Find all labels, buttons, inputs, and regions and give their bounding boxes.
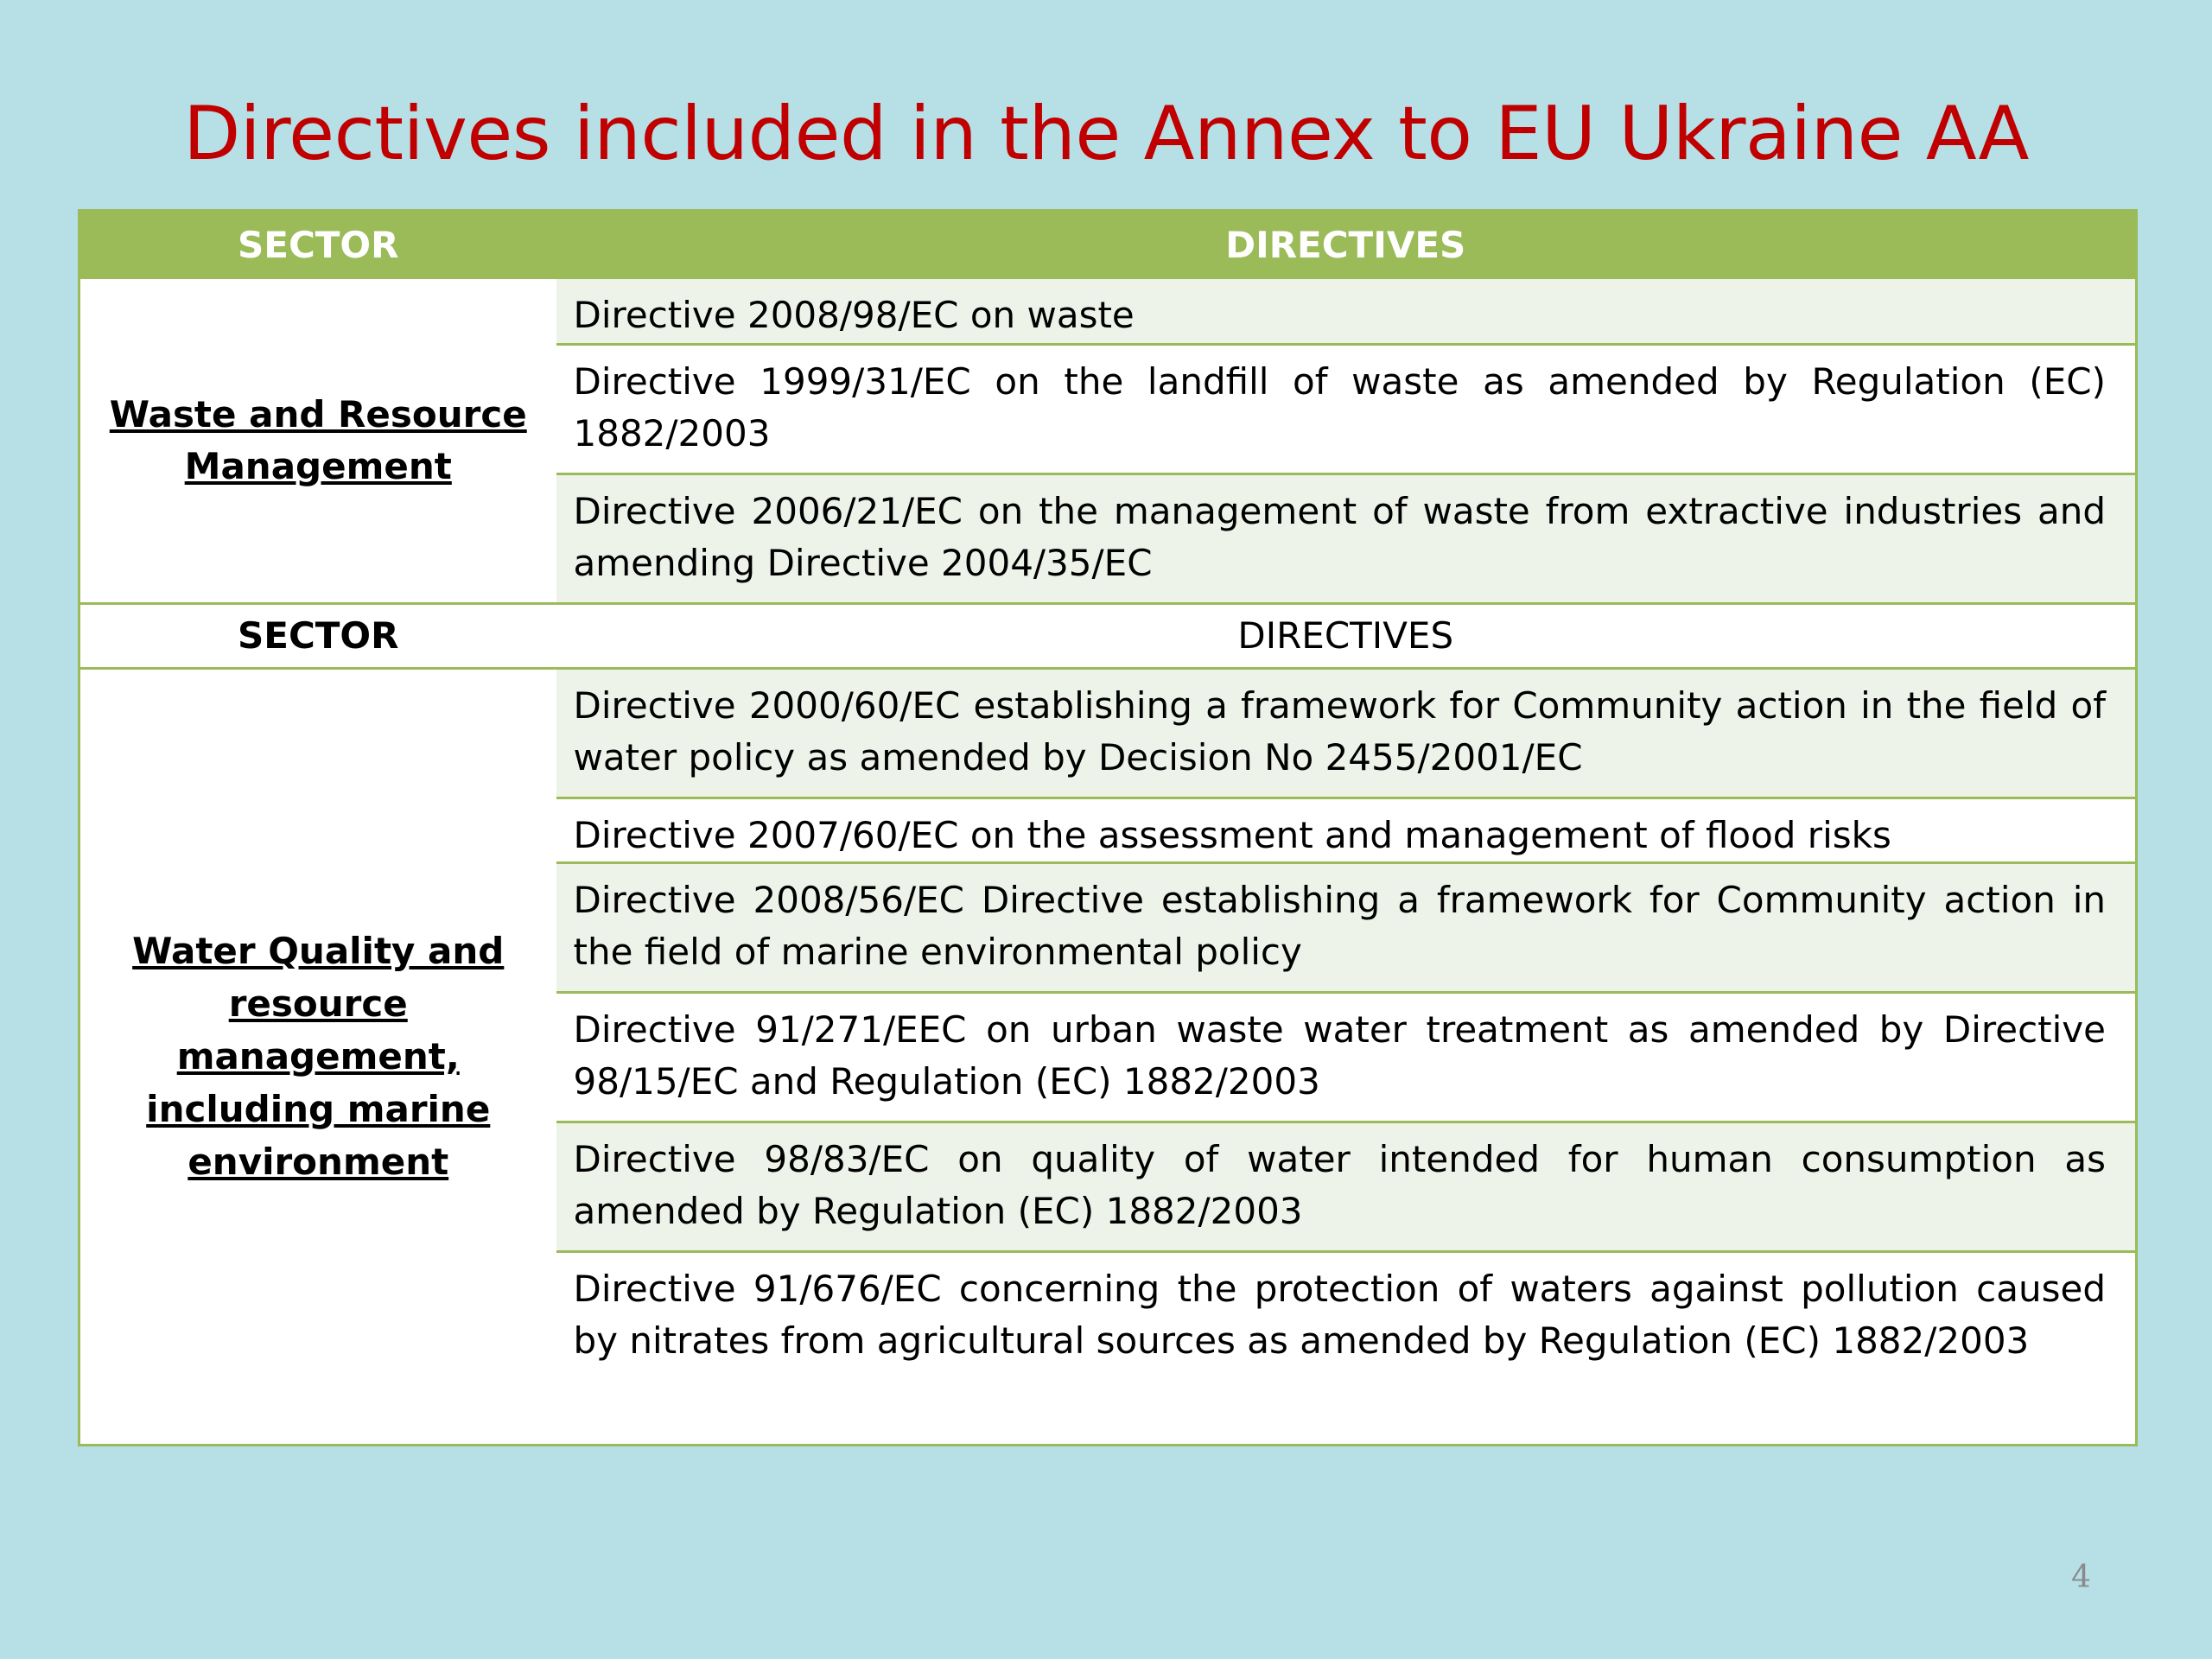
- header-directives: DIRECTIVES: [556, 211, 2137, 280]
- directive-cell: Directive 91/271/EEC on urban waste water treatment as amended by Directive 98/15/EC and Regulation (EC) 1882/2003: [556, 992, 2137, 1122]
- directive-cell: Directive 91/676/EC concerning the protection of waters against pollution caused by nitrates from agricultural sources as amended by Regulation (EC) 1882/2003: [556, 1251, 2137, 1445]
- slide-title: Directives included in the Annex to EU Ukraine AA: [183, 91, 2029, 177]
- table-row: [79, 668, 2137, 798]
- directive-cell: Directive 2007/60/EC on the assessment and management of flood risks: [556, 798, 2137, 862]
- subheader-sector: SECTOR: [79, 603, 556, 668]
- directive-cell: Directive 2008/98/EC on waste: [556, 279, 2137, 344]
- sector-water-quality: Water Quality and resource management, including marine environment: [79, 668, 556, 1445]
- directives-table: [78, 209, 2138, 1446]
- directive-cell: Directive 2008/56/EC Directive establishing a framework for Community action in the field of marine environmental policy: [556, 862, 2137, 992]
- directive-cell: Directive 1999/31/EC on the landfill of waste as amended by Regulation (EC) 1882/2003: [556, 344, 2137, 474]
- sector-waste-resource-management: Waste and Resource Management: [79, 279, 556, 603]
- directive-cell: Directive 98/83/EC on quality of water intended for human consumption as amended by Regulation (EC) 1882/2003: [556, 1122, 2137, 1251]
- directive-cell: Directive 2000/60/EC establishing a framework for Community action in the field of water policy as amended by Decision No 2455/2001/EC: [556, 668, 2137, 798]
- table-header-row: [79, 211, 2137, 280]
- subheader-row: [79, 603, 2137, 668]
- page-number: 4: [2071, 1560, 2091, 1595]
- subheader-directives: DIRECTIVES: [556, 603, 2137, 668]
- table-row: [79, 279, 2137, 344]
- directive-cell: Directive 2006/21/EC on the management of waste from extractive industries and amending Directive 2004/35/EC: [556, 474, 2137, 603]
- header-sector: SECTOR: [79, 211, 556, 280]
